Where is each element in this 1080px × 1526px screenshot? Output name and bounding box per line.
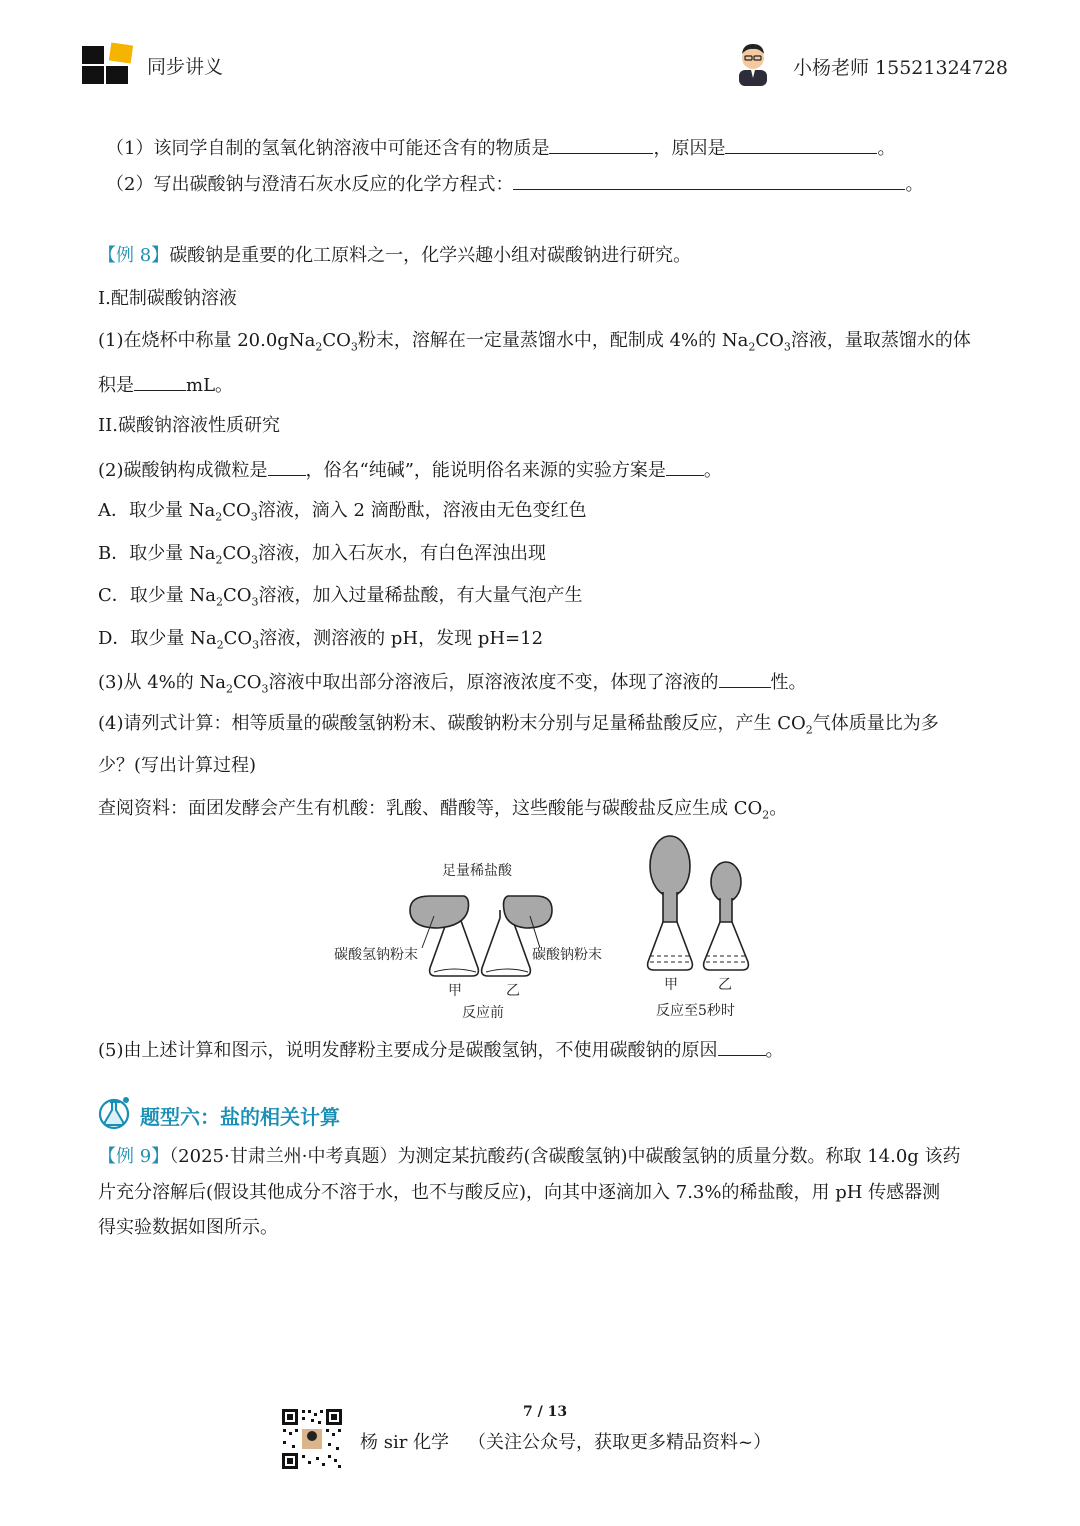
section-heading: II.碳酸钠溶液性质研究 <box>98 415 280 436</box>
option-d: D．取少量 $Na_2CO_3$溶液，测溶液的 pH，发现 pH=12 <box>98 628 544 652</box>
label-left-powder: 碳酸氢钠粉末 <box>334 947 418 963</box>
avatar-icon <box>733 38 773 86</box>
question-2: （2）写出碳酸钠与澄清石灰水反应的化学方程式： 。 <box>106 171 923 197</box>
example-tag: 【例 8】 <box>98 245 170 266</box>
label-after: 反应至5秒时 <box>656 1003 735 1019</box>
flask-yi-before <box>482 896 552 976</box>
teacher-avatar <box>733 38 773 86</box>
label-jia-before: 甲 <box>448 983 462 999</box>
label-yi-after: 乙 <box>718 977 732 993</box>
question-1: （1）该同学自制的氢氧化钠溶液中可能还含有的物质是 ，原因是 。 <box>106 135 895 161</box>
answer-blank[interactable] <box>268 457 306 476</box>
question-text: (2)碳酸钠构成微粒是 ，俗名“纯碱”，能说明俗名来源的实验方案是 。 <box>98 457 722 483</box>
flask-jia-before <box>410 896 478 976</box>
qr-code[interactable] <box>280 1407 344 1471</box>
example-9-line2: 片充分溶解后(假设其他成分不溶于水，也不与酸反应)，向其中逐滴加入 7.3%的稀盐酸，用 pH 传感器测 <box>98 1182 941 1203</box>
label-acid: 足量稀盐酸 <box>442 863 512 879</box>
answer-blank[interactable] <box>725 135 877 154</box>
question-text: (5)由上述计算和图示，说明发酵粉主要成分是碳酸氢钠，不使用碳酸钠的原因 。 <box>98 1037 784 1063</box>
reference-info: 查阅资料：面团发酵会产生有机酸：乳酸、醋酸等，这些酸能与碳酸盐反应生成 $CO_2$。 <box>98 798 788 822</box>
footer-note: （关注公众号，获取更多精品资料~） <box>468 1432 772 1453</box>
question-text: (1)在烧杯中称量 $20.0gNa_2CO_3$粉末，溶解在一定量蒸馏水中，配制成 4%的 $Na_2CO_3$溶液，量取蒸馏水的体 <box>98 330 971 354</box>
example-tag: 【例 9】 <box>98 1146 170 1167</box>
section-icon <box>96 1092 136 1132</box>
logo-icon <box>80 42 134 86</box>
answer-blank[interactable] <box>134 372 186 391</box>
answer-blank[interactable] <box>666 457 704 476</box>
answer-blank[interactable] <box>719 669 771 688</box>
option-c: C．取少量 $Na_2CO_3$溶液，加入过量稀盐酸，有大量气泡产生 <box>98 585 583 609</box>
flask-yi-after <box>704 862 749 970</box>
option-a: A．取少量 $Na_2CO_3$溶液，滴入 2 滴酚酞，溶液由无色变红色 <box>98 500 587 524</box>
page-number: 7 / 13 <box>523 1404 568 1420</box>
logo <box>80 42 134 86</box>
header-left-title: 同步讲义 <box>147 56 224 78</box>
footer-brand: 杨 sir 化学 <box>360 1432 450 1453</box>
section-title: 题型六：盐的相关计算 <box>140 1105 340 1129</box>
example-8-intro: 【例 8】碳酸钠是重要的化工原料之一，化学兴趣小组对碳酸钠进行研究。 <box>98 245 692 266</box>
example-9-line1: 【例 9】（2025·甘肃兰州·中考真题）为测定某抗酸药(含碳酸氢钠)中碳酸氢钠的质量分数。称取 14.0g 该药 <box>98 1146 961 1167</box>
question-text: (3)从 4%的 $Na_2CO_3$溶液中取出部分溶液后，原溶液浓度不变，体现了溶液的 性。 <box>98 669 807 702</box>
option-b: B．取少量 $Na_2CO_3$溶液，加入石灰水，有白色浑浊出现 <box>98 543 546 567</box>
answer-blank[interactable] <box>718 1037 766 1056</box>
header-right-title: 小杨老师 15521324728 <box>793 57 1009 79</box>
question-text: 积是 mL。 <box>98 372 233 398</box>
flask-jia-after <box>648 836 693 970</box>
question-text: (4)请列式计算：相等质量的碳酸氢钠粉末、碳酸钠粉末分别与足量稀盐酸反应，产生 $CO_2$气体质量比为多 <box>98 713 939 737</box>
example-9-line3: 得实验数据如图所示。 <box>98 1217 278 1238</box>
answer-blank[interactable] <box>513 171 905 190</box>
question-text: 少？(写出计算过程) <box>98 755 257 776</box>
section-heading: I.配制碳酸钠溶液 <box>98 288 237 309</box>
experiment-figure <box>330 830 760 1030</box>
label-right-powder: 碳酸钠粉末 <box>532 947 602 963</box>
label-yi-before: 乙 <box>506 983 520 999</box>
label-jia-after: 甲 <box>664 977 678 993</box>
qr-code-icon <box>280 1407 344 1471</box>
flask-icon <box>96 1092 136 1132</box>
label-before: 反应前 <box>462 1005 504 1021</box>
answer-blank[interactable] <box>549 135 653 154</box>
